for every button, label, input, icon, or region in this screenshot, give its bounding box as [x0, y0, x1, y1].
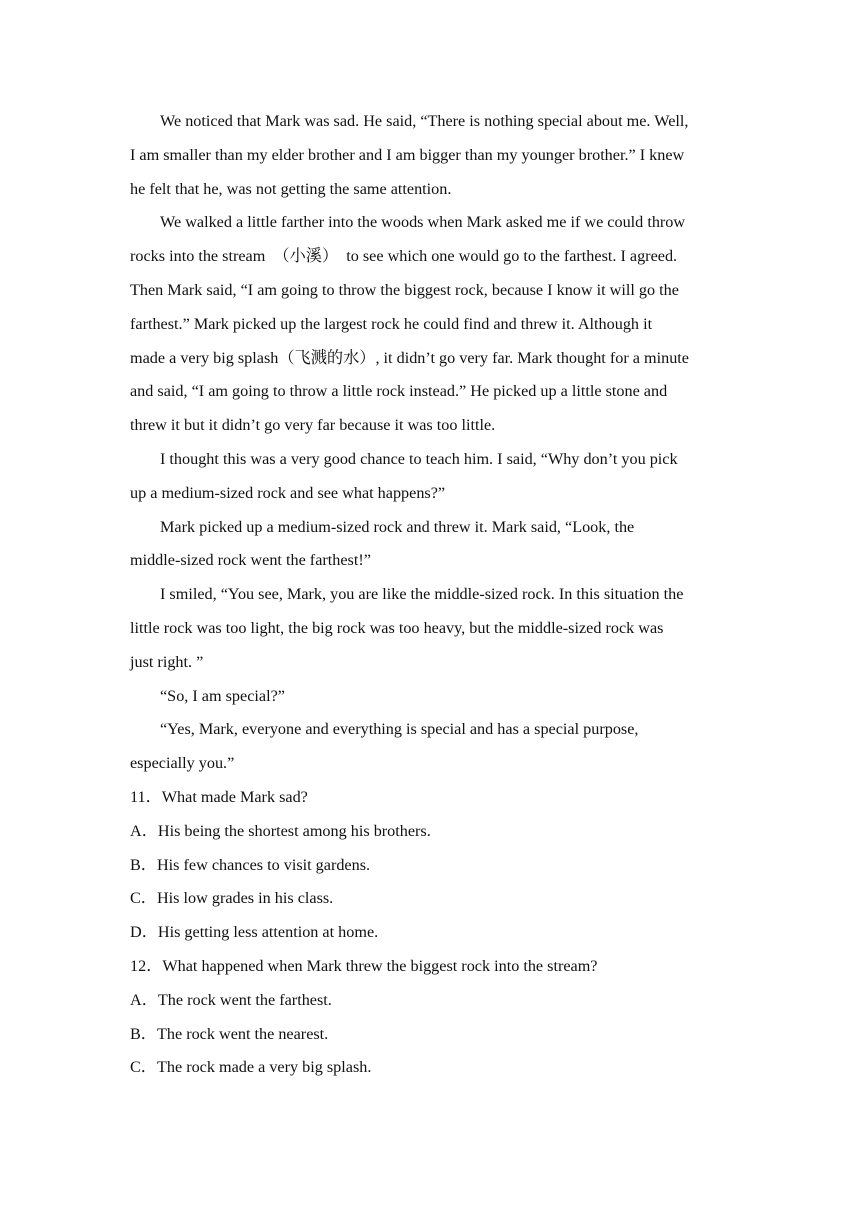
paragraph-line: I smiled, “You see, Mark, you are like the middle-sized rock. In this situation the — [160, 585, 684, 604]
question-stem: 12．What happened when Mark threw the biggest rock into the stream? — [130, 956, 598, 975]
paragraph-line: We walked a little farther into the woods when Mark asked me if we could throw — [160, 213, 686, 232]
paragraph-line: I thought this was a very good chance to teach him. I said, “Why don’t you pick — [160, 449, 678, 468]
answer-option: D．His getting less attention at home. — [130, 923, 379, 942]
paragraph-line: up a medium-sized rock and see what happens?” — [130, 483, 446, 502]
answer-option: A．His being the shortest among his brothers. — [130, 821, 431, 840]
paragraph-line: “Yes, Mark, everyone and everything is special and has a special purpose, — [160, 720, 639, 739]
answer-option: A．The rock went the farthest. — [130, 990, 332, 1009]
paragraph-line: and said, “I am going to throw a little rock instead.” He picked up a little stone and — [130, 382, 668, 401]
paragraph-line: I am smaller than my elder brother and I am bigger than my younger brother.” I knew — [130, 145, 685, 164]
paragraph-line: threw it but it didn’t go very far because it was too little. — [130, 416, 496, 435]
paragraph-line: “So, I am special?” — [160, 686, 285, 705]
paragraph-line: Then Mark said, “I am going to throw the biggest rock, because I know it will go the — [130, 280, 679, 299]
question-stem: 11．What made Mark sad? — [130, 787, 308, 806]
paragraph-line: made a very big splash（飞溅的水）, it didn’t go very far. Mark thought for a minute — [130, 348, 689, 367]
paragraph-line: especially you.” — [130, 754, 235, 773]
paragraph-line: just right. ” — [130, 652, 204, 671]
paragraph-line: little rock was too light, the big rock was too heavy, but the middle-sized rock was — [130, 618, 664, 637]
answer-option: B．His few chances to visit gardens. — [130, 855, 371, 874]
question-11 — [130, 781, 732, 950]
paragraph-line: middle-sized rock went the farthest!” — [130, 551, 371, 570]
question-12 — [130, 950, 732, 1085]
paragraph-line: farthest.” Mark picked up the largest rock he could find and threw it. Although it — [130, 314, 653, 333]
paragraph-line: rocks into the stream （小溪） to see which one would go to the farthest. I agreed. — [130, 247, 678, 266]
paragraph-line: he felt that he, was not getting the same attention. — [130, 179, 452, 198]
paragraph-line: Mark picked up a medium-sized rock and threw it. Mark said, “Look, the — [160, 517, 635, 536]
paragraph-line: We noticed that Mark was sad. He said, “There is nothing special about me. Well, — [160, 112, 689, 130]
answer-option: C．The rock made a very big splash. — [130, 1058, 372, 1077]
answer-option: C．His low grades in his class. — [130, 889, 334, 908]
answer-option: B．The rock went the nearest. — [130, 1024, 329, 1043]
document-page — [130, 105, 732, 1085]
reading-passage — [130, 105, 732, 781]
